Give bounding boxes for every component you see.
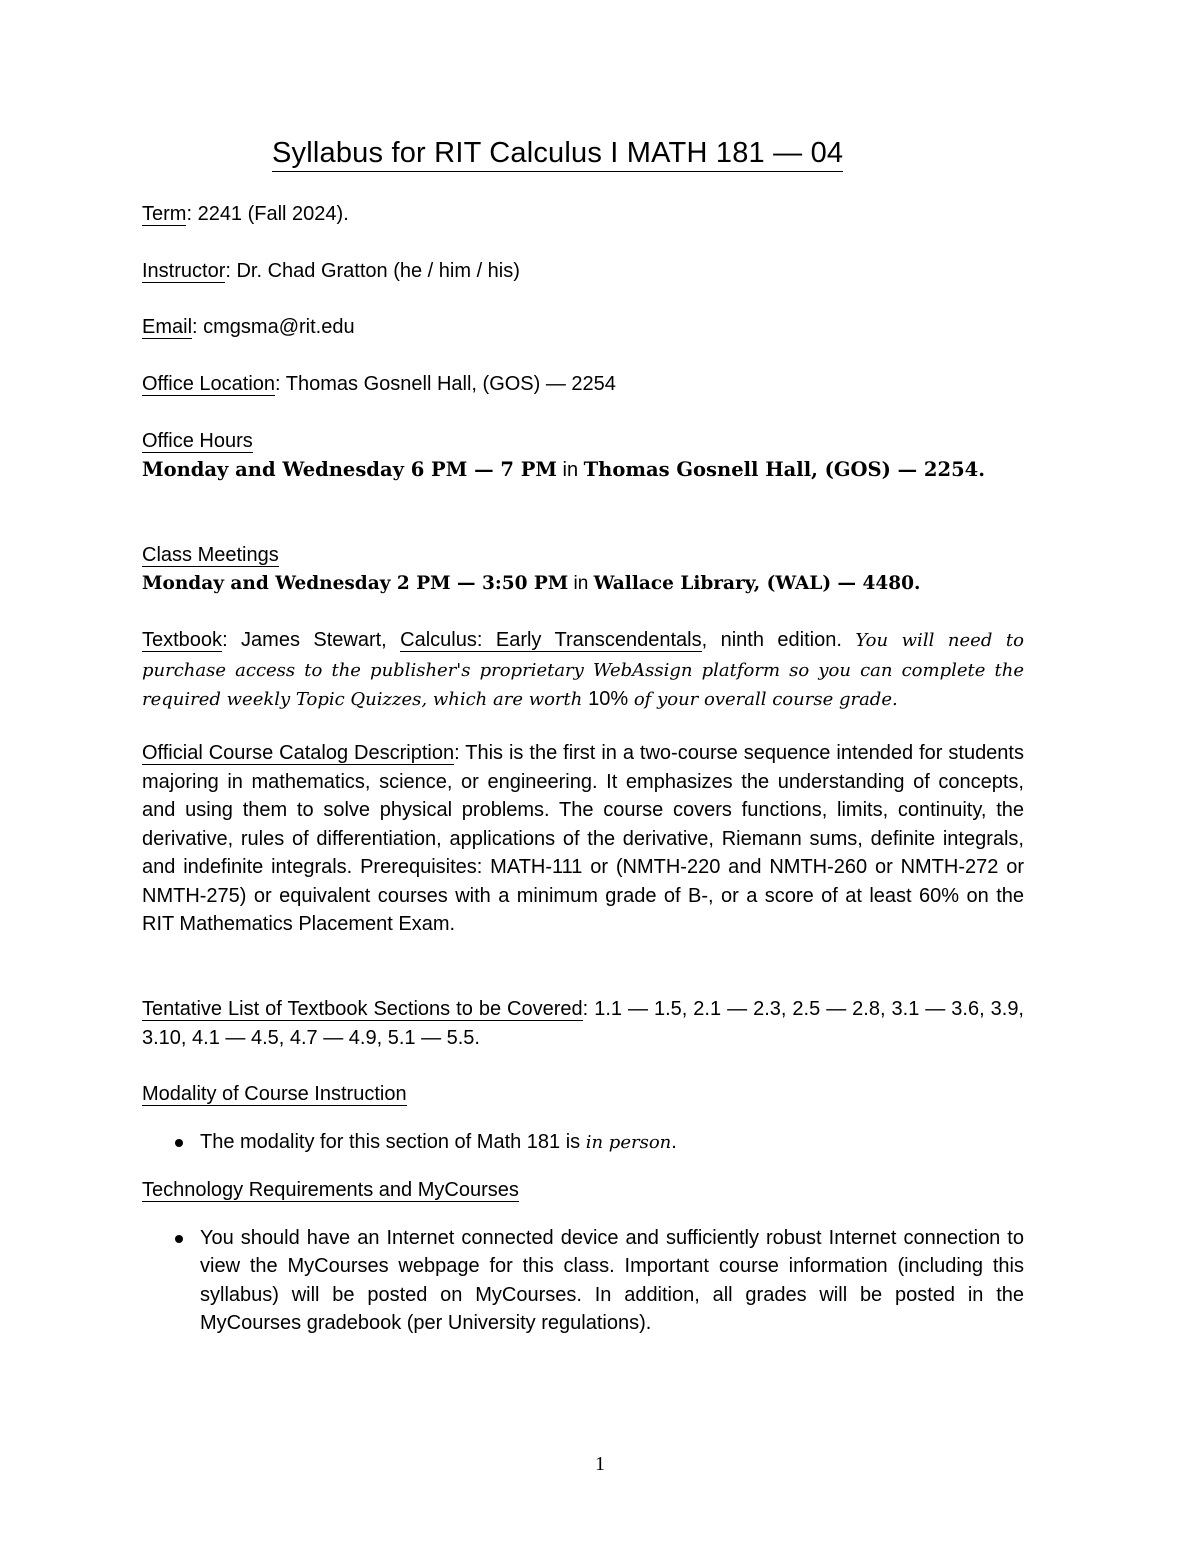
office-location-value: : Thomas Gosnell Hall, (GOS) — 2254 [275,373,616,395]
textbook-edition: , ninth edition. [701,629,856,651]
page-title-wrap [272,137,843,170]
term-value: : 2241 (Fall 2024). [186,203,349,225]
class-meetings-where: Wallace Library, (WAL) — 4480. [593,572,921,594]
page-number: 1 [595,1453,605,1475]
textbook-note: You will need to purchase access to the publisher's proprietary WebAssign platform so you can complete the required weekly Topic Quizzes, which are worth [142,630,1024,710]
office-hours-in: in [556,458,584,481]
catalog-paragraph [142,739,1024,939]
modality-item-suffix: . [671,1130,677,1153]
instructor-line [142,257,1024,286]
textbook-title: Calculus: Early Transcendentals [400,629,702,651]
textbook-label: Textbook [142,629,223,651]
instructor-value: : Dr. Chad Gratton (he / him / his) [225,260,520,282]
modality-label: Modality of Course Instruction [142,1083,407,1105]
modality-section [142,1080,1024,1157]
class-meetings-when: Monday and Wednesday 2 PM — 3:50 PM [142,572,569,594]
class-meetings-in: in [568,572,594,594]
office-hours-when: Monday and Wednesday 6 PM — 7 PM [142,457,557,481]
catalog-text: : This is the first in a two-course sequence intended for students majoring in mathematics, science, or engineering. It emphasizes the understanding of concepts, and using them to solve physical problems. The course covers functions, limits, continuity, the derivative, rules of differentiation, applications of the derivative, Riemann sums, definite integrals, and indefinite integrals. Prerequisites: MATH-111 or (NMTH-220 and NMTH-260 or NMTH-272 or NMTH-275) or equivalent courses with a minimum grade of B-, or a score of at least 60% on the RIT Mathematics Placement Exam. [142,742,1024,935]
office-hours-where: Thomas Gosnell Hall, (GOS) — 2254. [583,457,985,481]
list-item [142,1128,1024,1158]
office-location-line [142,370,1024,399]
email-label: Email [142,316,193,338]
office-hours-label: Office Hours [142,430,253,452]
catalog-label: Official Course Catalog Description [142,742,455,764]
list-item [142,1224,1024,1338]
bullet-icon [175,1235,183,1243]
page-title: Syllabus for RIT Calculus I MATH 181 — 04 [272,137,843,172]
class-meetings-section [142,541,1024,598]
office-hours-section [142,427,1024,484]
email-line [142,313,1024,342]
textbook-note-percent: 10% [588,688,629,710]
textbook-paragraph [142,626,1024,715]
term-label: Term [142,203,187,225]
technology-label: Technology Requirements and MyCourses [142,1179,519,1201]
bullet-icon [175,1139,183,1147]
textbook-author: : James Stewart, [222,629,401,651]
sections-paragraph [142,995,1024,1052]
textbook-note-end: of your overall course grade. [628,689,898,710]
technology-item: You should have an Internet connected device and sufficiently robust Internet connection to view the MyCourses webpage for this class. Important course information (including this syllabus) will be posted on MyCourses. In addition, all grades will be posted in the MyCourses gradebook (per University regulations). [200,1226,1024,1334]
sections-label: Tentative List of Textbook Sections to be Covered [142,998,583,1020]
instructor-label: Instructor [142,260,226,282]
email-value: : cmgsma@rit.edu [192,316,355,338]
modality-item-prefix: The modality for this section of Math 181 is [200,1130,586,1153]
technology-list [142,1224,1024,1338]
modality-list [142,1128,1024,1158]
class-meetings-label: Class Meetings [142,544,279,566]
office-location-label: Office Location [142,373,276,395]
term-line [142,200,1024,229]
sections-text: : 1.1 — 1.5, 2.1 — 2.3, 2.5 — 2.8, 3.1 — 3.6, 3.9, 3.10, 4.1 — 4.5, 4.7 — 4.9, 5.1 — 5.5. [142,998,1024,1049]
technology-section [142,1176,1024,1338]
modality-item-emphasis: in person [585,1131,672,1153]
